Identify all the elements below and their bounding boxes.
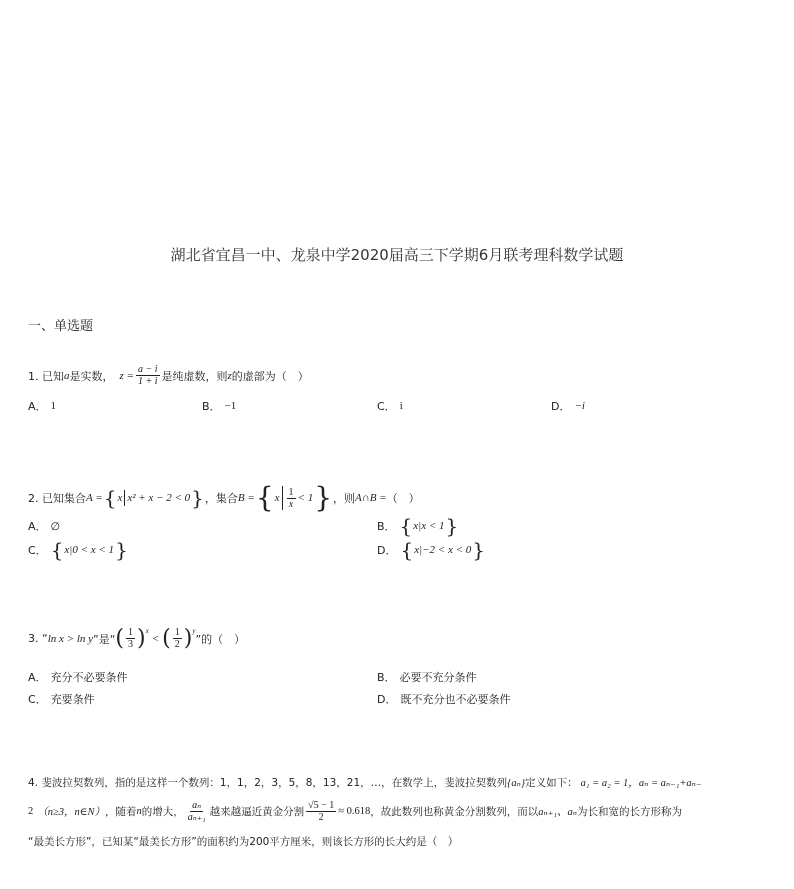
q1-z: z =	[119, 369, 134, 382]
q3-option-a-value: 充分不必要条件	[50, 671, 128, 684]
q2-option-c-label: C．	[28, 544, 47, 557]
q4-pair: aₙ₊₁、aₙ	[538, 807, 577, 818]
q3-exp-x: x	[145, 627, 149, 635]
q2-option-d-rbrace: }	[472, 538, 486, 562]
question-1	[28, 364, 309, 387]
q4-golden-num: √5 − 1	[308, 800, 335, 811]
q3-option-c[interactable]	[28, 691, 95, 707]
q2-option-a-label: A．	[28, 520, 47, 533]
page-title: 湖北省宜昌一中、龙泉中学2020届高三下学期6月联考理科数学试题	[170, 246, 624, 264]
q2-option-b[interactable]	[377, 516, 459, 536]
question-4-line-2	[28, 800, 682, 823]
q3-frac-1-3: $\frac{1}{3}$	[128, 627, 134, 650]
section-heading: 一、单选题	[28, 319, 94, 334]
q3-rparen-1: )	[137, 625, 146, 651]
q4-approx: ≈ 0.618	[338, 806, 371, 817]
q2-option-a[interactable]	[28, 518, 60, 534]
q1-option-a[interactable]	[28, 398, 56, 414]
q2-option-b-rbrace: }	[445, 514, 459, 538]
q1-text-1: 是实数，	[69, 369, 114, 383]
q4-golden-den: 2	[318, 812, 324, 823]
q4-line1-def-label: 定义如下：	[525, 777, 578, 789]
q2-set-a-cond: x² + x − 2 < 0	[127, 492, 191, 504]
q1-option-a-value: 1	[50, 400, 57, 412]
q2-text-2: ，则	[333, 492, 356, 505]
q2-set-a-var: x	[117, 492, 123, 504]
q1-fraction-num: a − i	[137, 364, 158, 375]
q2-text-3: （ ）	[386, 492, 420, 505]
q4-line2-text-d: 越来越逼近黄金分割	[209, 806, 305, 818]
q3-text-2: ”的（ ）	[195, 632, 246, 646]
q3-option-c-label: C．	[28, 693, 47, 706]
q2-option-c-rbrace: }	[115, 538, 128, 562]
q1-option-c[interactable]	[377, 398, 403, 414]
q3-option-d-label: D．	[377, 693, 397, 706]
q3-lparen-2: (	[162, 625, 171, 651]
q1-option-d-label: D．	[551, 400, 571, 413]
q3-expr-ln: ln x > ln y	[47, 632, 94, 645]
q2-option-c-value: x|0 < x < 1	[64, 544, 115, 556]
q2-set-b-bar	[282, 486, 283, 510]
q2-prefix: 2. 已知集合	[28, 492, 86, 505]
q3-option-a[interactable]	[28, 669, 128, 685]
q4-line2-text-c: 的增大，	[141, 806, 184, 818]
q1-option-b[interactable]	[202, 398, 236, 414]
q1-option-d[interactable]	[551, 398, 585, 414]
q2-option-c[interactable]	[28, 540, 129, 560]
q4-ratio-fraction	[186, 800, 208, 823]
q3-option-c-value: 充要条件	[50, 693, 95, 706]
q2-option-a-value: ∅	[50, 520, 61, 533]
q4-line1-text: 4. 斐波拉契数列，指的是这样一个数列：1，1，2，3，5，8，13，21，…，在数学上，斐波拉契数列	[28, 777, 508, 789]
q3-option-b-label: B．	[377, 671, 396, 684]
q2-right-brace-b: }	[314, 481, 333, 514]
q2-set-b-fraction	[287, 487, 296, 510]
q1-option-d-value: −i	[574, 400, 585, 412]
q4-line2-sub: 2	[28, 806, 34, 817]
q2-option-d-label: D．	[377, 544, 397, 557]
q4-line2-text-b: ，随着	[105, 806, 137, 818]
q1-fraction-den: 1 + i	[137, 376, 158, 387]
q4-ratio-num: aₙ	[192, 800, 202, 811]
q2-text-1: ，集合	[204, 492, 238, 505]
question-3	[28, 627, 245, 650]
q1-option-a-label: A．	[28, 400, 47, 413]
q3-rparen-2: )	[183, 625, 193, 651]
q4-line3-text: “最美长方形”，已知某“最美长方形”的面积约为200平方厘米，则该长方形的长大约是（ ）	[28, 836, 459, 848]
q2-option-b-lbrace: {	[399, 514, 413, 538]
q2-set-a-bar	[124, 490, 125, 506]
q3-prefix: 3. “	[28, 632, 48, 645]
q1-option-c-value: i	[399, 400, 403, 412]
question-4-line-1	[28, 775, 701, 790]
q2-left-brace-a: {	[103, 486, 117, 510]
q2-left-brace-b: {	[255, 481, 274, 514]
q3-frac-1-2: $\frac{1}{2}$	[174, 627, 180, 650]
q2-set-b-var: x	[274, 492, 280, 504]
q2-option-d-lbrace: {	[400, 538, 414, 562]
q2-option-b-label: B．	[377, 520, 396, 533]
q3-option-d[interactable]	[377, 691, 510, 707]
q1-prefix: 1. 已知	[28, 369, 64, 383]
q4-def-2: aₙ = aₙ₋₁+aₙ₋	[638, 777, 702, 789]
q3-option-b-value: 必要不充分条件	[399, 671, 477, 684]
q1-option-c-label: C．	[377, 400, 396, 413]
q3-option-b[interactable]	[377, 669, 477, 685]
q1-fraction	[136, 364, 160, 387]
q1-text-3: 的虚部为（ ）	[231, 369, 309, 383]
q1-option-b-label: B．	[202, 400, 221, 413]
q4-line2-text-e: ，故此数列也称黄金分割数列，而以	[370, 806, 539, 818]
q2-option-b-value: x|x < 1	[413, 520, 445, 532]
q2-set-a-name: A =	[86, 492, 103, 504]
q3-option-d-value: 既不充分也不必要条件	[400, 693, 511, 706]
q1-text-2: 是纯虚数，则	[161, 369, 228, 383]
q4-ratio-den: aₙ₊₁	[187, 812, 206, 823]
q3-option-a-label: A．	[28, 671, 47, 684]
q3-lparen-1: (	[115, 625, 125, 651]
q1-var-a: a	[64, 369, 70, 382]
q4-condition: （n≥3，n∈N）	[37, 807, 106, 818]
q4-line2-text-f: 为长和宽的长方形称为	[576, 806, 682, 818]
question-4-line-3	[28, 834, 458, 849]
q2-set-b-den: x	[288, 498, 294, 510]
q4-def-1: a₁ = a₂ = 1，	[580, 778, 639, 789]
q2-intersection: A∩B =	[355, 492, 387, 504]
q4-sequence: {aₙ}	[507, 777, 526, 789]
q2-option-d-value: x|−2 < x < 0	[414, 544, 472, 556]
q2-set-b-lt: < 1	[297, 492, 314, 504]
q2-right-brace-a: }	[191, 486, 204, 510]
q1-var-z: z	[227, 369, 232, 382]
q1-option-b-value: −1	[224, 400, 237, 412]
q3-lt: <	[151, 632, 160, 645]
q2-option-d[interactable]	[377, 540, 486, 560]
q3-text-1: ”是“	[93, 632, 116, 646]
q3-exp-y: y	[192, 627, 196, 635]
q4-golden-fraction	[306, 800, 336, 823]
q2-set-b-num: 1	[288, 486, 294, 498]
q2-option-c-lbrace: {	[50, 538, 64, 562]
q2-set-b-name: B =	[237, 492, 255, 504]
q4-var-n: n	[136, 806, 142, 817]
question-2	[28, 481, 420, 514]
